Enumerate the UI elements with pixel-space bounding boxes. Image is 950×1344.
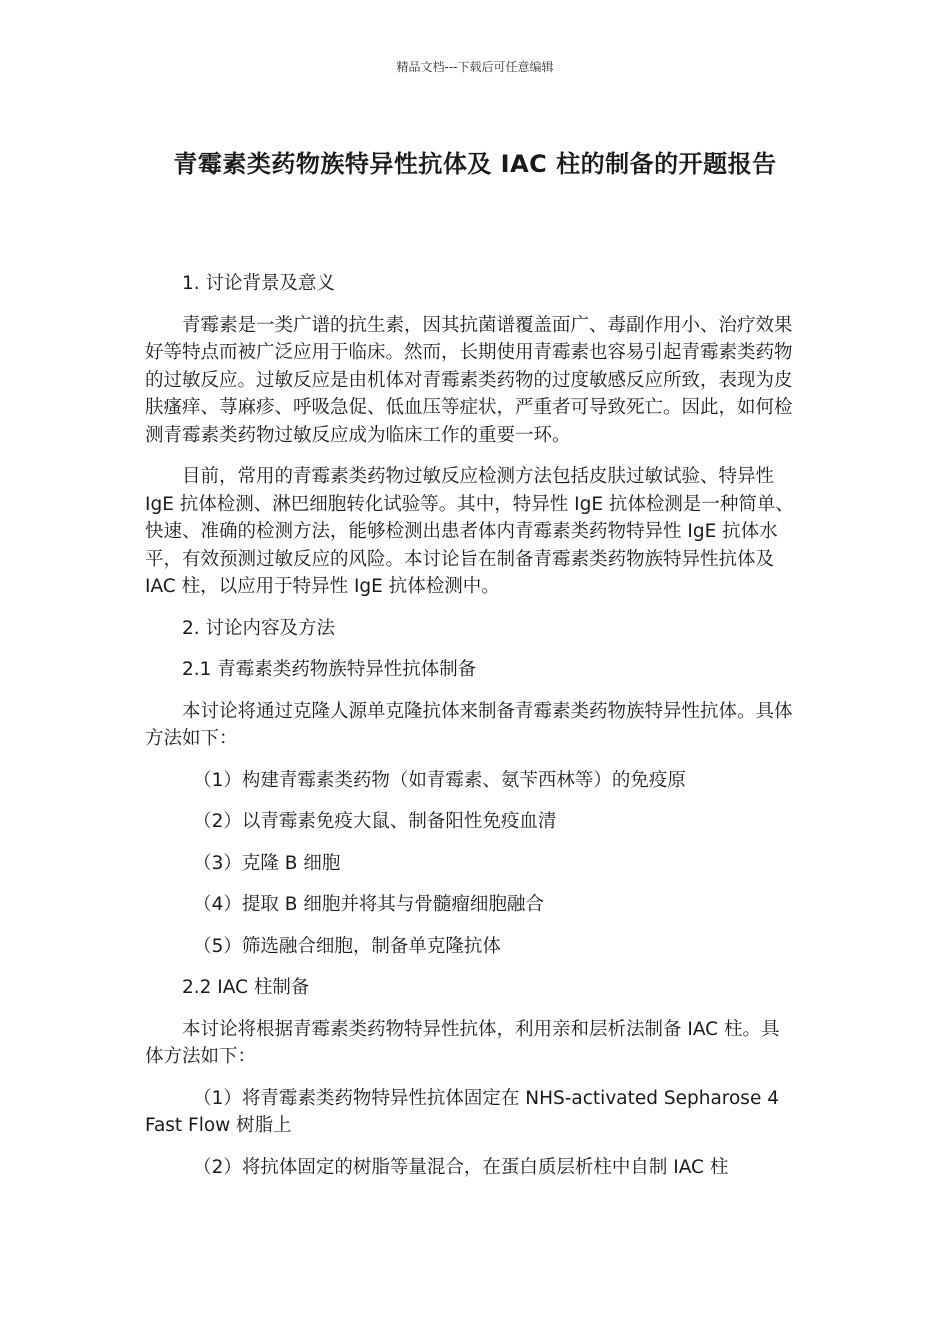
list-item: （4）提取 B 细胞并将其与骨髓瘤细胞融合 bbox=[193, 894, 544, 915]
section-2-1-intro: 本讨论将通过克隆人源单克隆抗体来制备青霉素类药物族特异性抗体。具体方法如下： bbox=[145, 700, 793, 749]
section-2-2-heading: 2.2 IAC 柱制备 bbox=[182, 977, 310, 998]
section-1-heading: 1. 讨论背景及意义 bbox=[182, 273, 336, 294]
list-item: （1）构建青霉素类药物（如青霉素、氨苄西林等）的免疫原 bbox=[193, 769, 686, 791]
list-item: （1）将青霉素类药物特异性抗体固定在 NHS-activated Sepharose 4 Fast Flow 树脂上 bbox=[145, 1087, 779, 1136]
document-title: 青霉素类药物族特异性抗体及 IAC 柱的制备的开题报告 bbox=[173, 150, 777, 178]
list-item: （5）筛选融合细胞，制备单克隆抗体 bbox=[193, 935, 501, 957]
section-1-paragraph-2: 目前，常用的青霉素类药物过敏反应检测方法包括皮肤过敏试验、特异性 IgE 抗体检测、淋巴细胞转化试验等。其中，特异性 IgE 抗体检测是一种简单、快速、准确的检测方法，能够检测出患者体内青霉素类药物特异性 IgE 抗体水平，有效预测过敏反应的风险。本讨论旨在制备青霉素类药物族特异性抗体及 IAC 柱，以应用于特异性 IgE 抗体检测中。 bbox=[145, 466, 794, 597]
list-item: （2）以青霉素免疫大鼠、制备阳性免疫血清 bbox=[193, 811, 557, 832]
page-header-note: 精品文档---下载后可任意编辑 bbox=[396, 60, 554, 74]
list-item: （3）克隆 B 细胞 bbox=[193, 852, 341, 874]
section-2-1-heading: 2.1 青霉素类药物族特异性抗体制备 bbox=[182, 659, 477, 680]
list-item: （2）将抗体固定的树脂等量混合，在蛋白质层析柱中自制 IAC 柱 bbox=[193, 1156, 729, 1178]
document-body bbox=[145, 270, 795, 1195]
section-2-2-intro: 本讨论将根据青霉素类药物特异性抗体，利用亲和层析法制备 IAC 柱。具体方法如下： bbox=[145, 1018, 780, 1067]
section-2-heading: 2. 讨论内容及方法 bbox=[182, 617, 336, 639]
section-1-paragraph-1: 青霉素是一类广谱的抗生素，因其抗菌谱覆盖面广、毒副作用小、治疗效果好等特点而被广泛应用于临床。然而，长期使用青霉素也容易引起青霉素类药物的过敏反应。过敏反应是由机体对青霉素类药物的过度敏感反应所致，表现为皮肤瘙痒、荨麻疹、呼吸急促、低血压等症状，严重者可导致死亡。因此，如何检测青霉素类药物过敏反应成为临床工作的重要一环。 bbox=[145, 314, 793, 446]
